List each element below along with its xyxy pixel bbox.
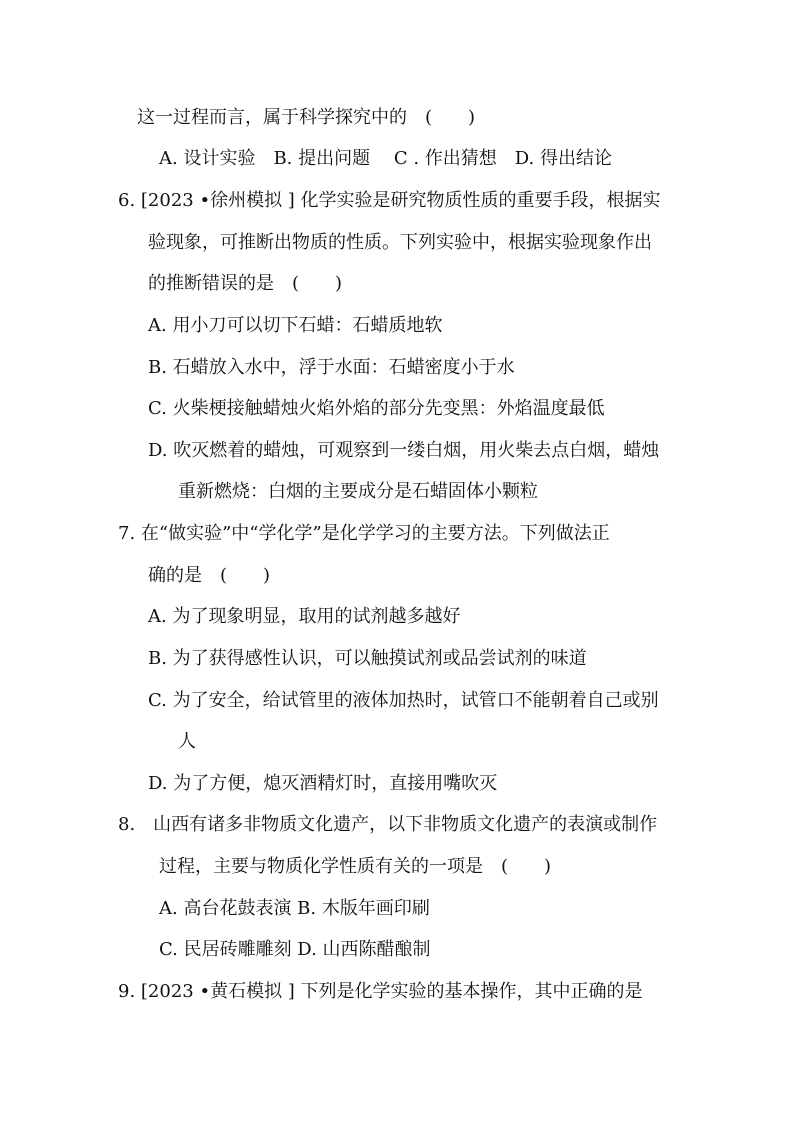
q7-option-b: B. 为了获得感性认识，可以触摸试剂或品尝试剂的味道 (148, 648, 587, 669)
q5-stem-continuation: 这一过程而言，属于科学探究中的 ( ) (137, 107, 476, 128)
q6-option-d-line2: 重新燃烧：白烟的主要成分是石蜡固体小颗粒 (178, 481, 538, 502)
q6-stem: 6. [2023 •徐州模拟 ] 化学实验是研究物质性质的重要手段，根据实 (118, 190, 661, 211)
q6-stem-line2: 验现象，可推断出物质的性质。下列实验中，根据实验现象作出 (148, 232, 652, 253)
q7-stem-line2: 确的是 ( ) (148, 565, 271, 586)
q8-options-cd: C. 民居砖雕雕刻 D. 山西陈醋酿制 (159, 939, 431, 960)
q7-option-a: A. 为了现象明显，取用的试剂越多越好 (148, 606, 461, 627)
q6-option-a: A. 用小刀可以切下石蜡：石蜡质地软 (148, 315, 443, 336)
q7-stem: 7. 在“做实验”中“学化学”是化学学习的主要方法。下列做法正 (118, 523, 610, 544)
q6-stem-line3: 的推断错误的是 ( ) (148, 273, 343, 294)
q8-stem: 8. 山西有诸多非物质文化遗产，以下非物质文化遗产的表演或制作 (118, 814, 658, 835)
q9-stem: 9. [2023 •黄石模拟 ] 下列是化学实验的基本操作，其中正确的是 (118, 981, 643, 1002)
q6-option-c: C. 火柴梗接触蜡烛火焰外焰的部分先变黑：外焰温度最低 (148, 398, 605, 419)
q8-stem-line2: 过程，主要与物质化学性质有关的一项是 ( ) (159, 856, 552, 877)
q6-option-b: B. 石蜡放入水中，浮于水面：石蜡密度小于水 (148, 357, 515, 378)
q8-options-ab: A. 高台花鼓表演 B. 木版年画印刷 (159, 898, 430, 919)
q6-option-d: D. 吹灭燃着的蜡烛，可观察到一缕白烟，用火柴去点白烟，蜡烛 (148, 440, 660, 461)
q7-option-c: C. 为了安全，给试管里的液体加热时，试管口不能朝着自己或别 (148, 690, 659, 711)
q7-option-c-line2: 人 (178, 731, 196, 752)
q7-option-d: D. 为了方便，熄灭酒精灯时，直接用嘴吹灭 (148, 773, 498, 794)
q5-options: A. 设计实验 B. 提出问题 C . 作出猜想 D. 得出结论 (159, 148, 613, 169)
